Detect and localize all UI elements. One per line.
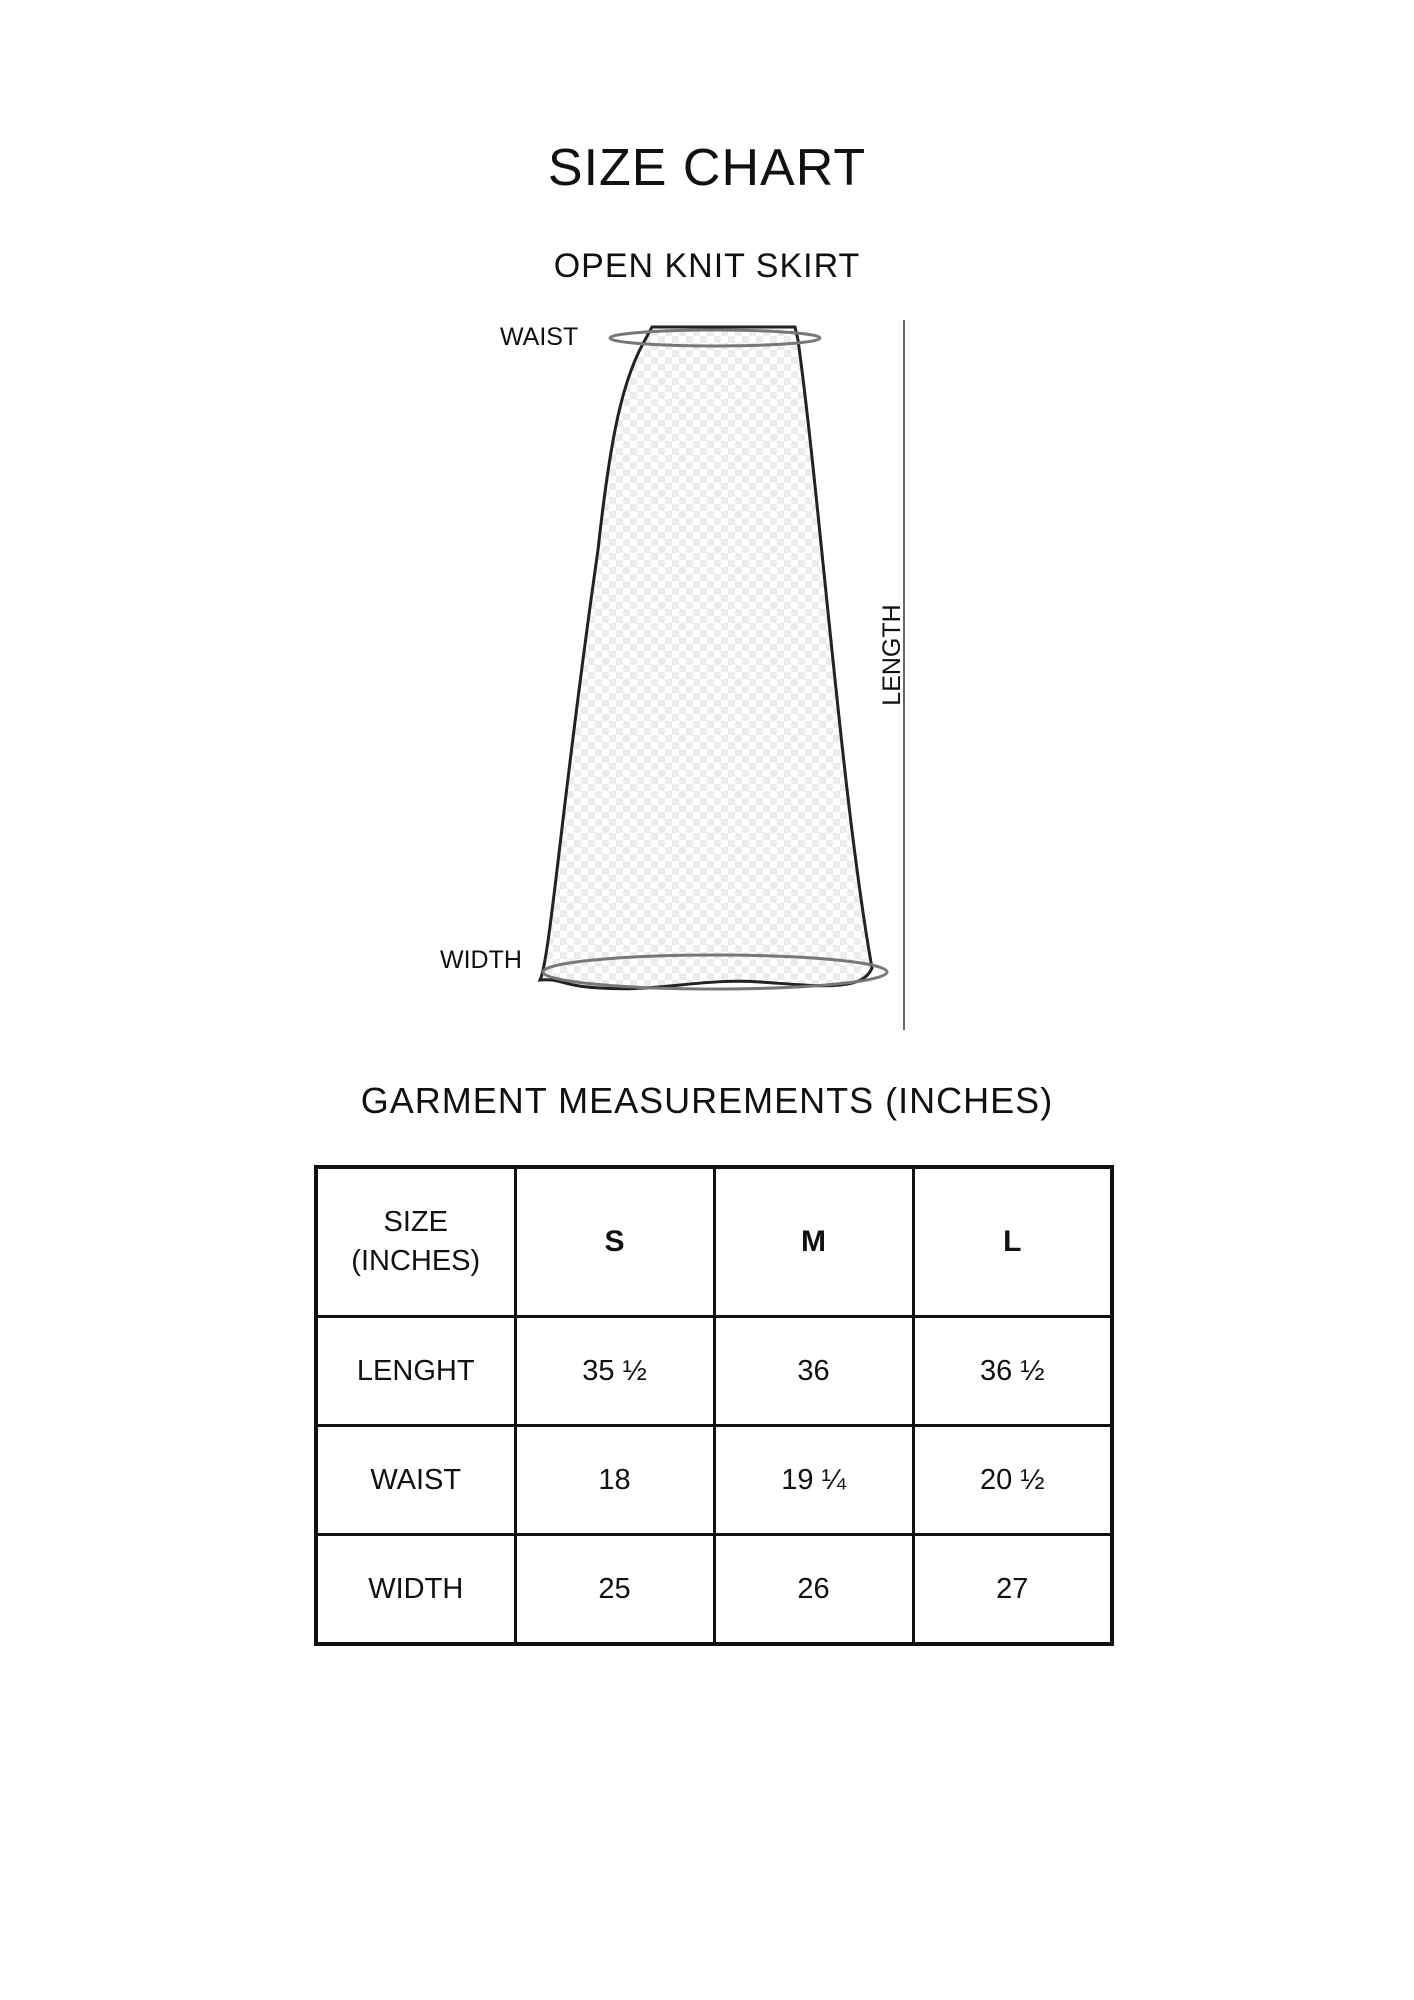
table-cell: 27	[913, 1535, 1112, 1645]
size-header-s: S	[515, 1167, 714, 1317]
table-row	[316, 1426, 1112, 1535]
table-header-row	[316, 1167, 1112, 1317]
table-row	[316, 1535, 1112, 1645]
size-header-l: L	[913, 1167, 1112, 1317]
measurements-title: GARMENT MEASUREMENTS (INCHES)	[360, 1080, 1054, 1121]
table-row	[316, 1317, 1112, 1426]
table-cell: 35 ½	[515, 1317, 714, 1426]
table-cell: 36	[714, 1317, 913, 1426]
size-header-m: M	[714, 1167, 913, 1317]
table-cell: 19 ¼	[714, 1426, 913, 1535]
skirt-outline	[540, 327, 872, 989]
table-cell: 20 ½	[913, 1426, 1112, 1535]
table-cell: 25	[515, 1535, 714, 1645]
product-name: OPEN KNIT SKIRT	[553, 247, 861, 285]
page-title: SIZE CHART	[547, 139, 867, 197]
row-label: WAIST	[316, 1426, 515, 1535]
size-table	[314, 1165, 1114, 1646]
row-label: WIDTH	[316, 1535, 515, 1645]
corner-line1: SIZE	[383, 1205, 448, 1238]
corner-line2: (INCHES)	[351, 1245, 481, 1277]
length-label: LENGTH	[878, 604, 906, 706]
table-cell: 18	[515, 1426, 714, 1535]
waist-label: WAIST	[500, 323, 579, 351]
table-cell: 26	[714, 1535, 913, 1645]
corner-cell	[316, 1167, 515, 1317]
width-label: WIDTH	[440, 946, 522, 974]
table-cell: 36 ½	[913, 1317, 1112, 1426]
row-label: LENGHT	[316, 1317, 515, 1426]
